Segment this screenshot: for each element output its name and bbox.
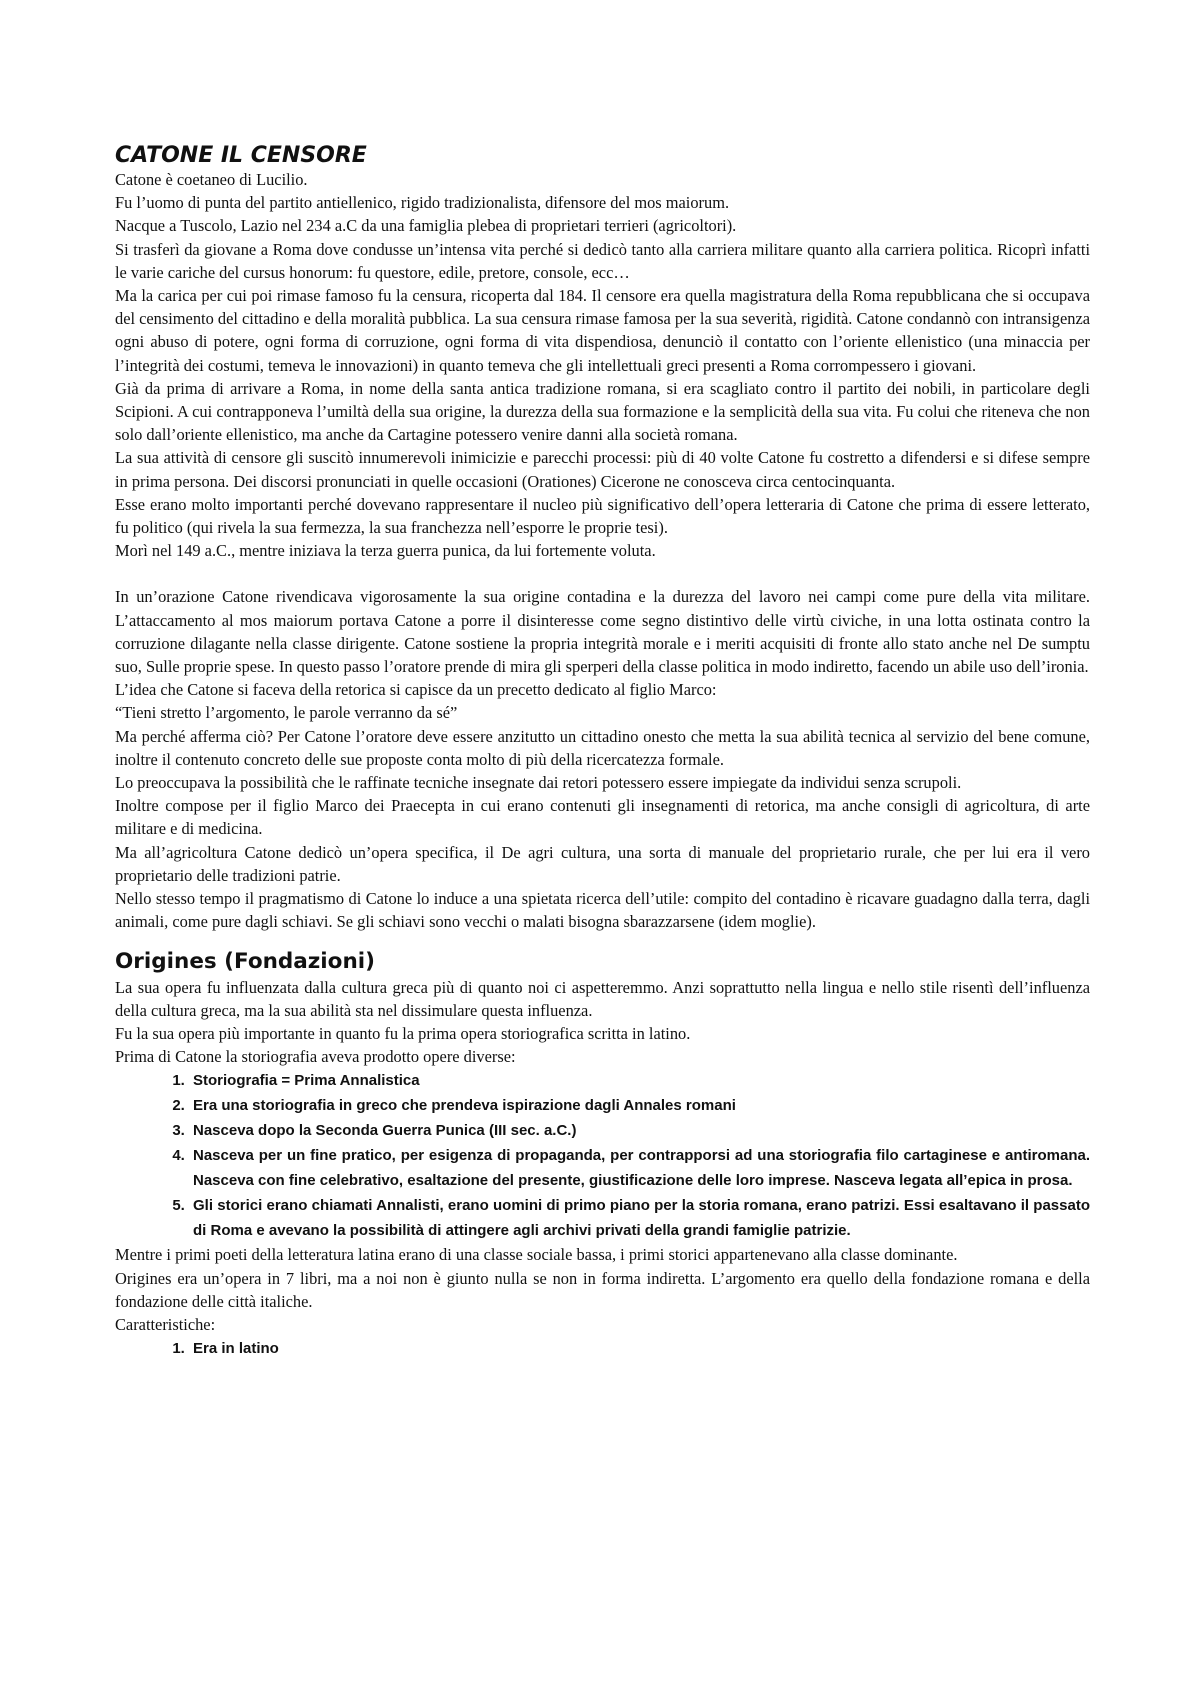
paragraph: Morì nel 149 a.C., mentre iniziava la terza guerra punica, da lui fortemente voluta. <box>115 541 656 561</box>
quote: “Tieni stretto l’argomento, le parole verranno da sé” <box>115 703 458 723</box>
paragraph: Catone è coetaneo di Lucilio. <box>115 170 308 189</box>
paragraph: Origines era un’opera in 7 libri, ma a noi non è giunto nulla se non in forma indiretta. L’argomento era quello della fondazione romana e della fondazione delle città italiche. <box>115 1268 1090 1311</box>
list-item: 1. Storiografia = Prima Annalistica <box>189 1068 1090 1093</box>
list-item: 5. Gli storici erano chiamati Annalisti, erano uomini di primo piano per la storia romana, erano patrizi. Essi esaltavano il passato di Roma e avevano la possibilità di attingere agli archivi privati della grandi famiglie patrizie. <box>189 1193 1090 1243</box>
paragraph: Già da prima di arrivare a Roma, in nome della santa antica tradizione romana, si era scagliato contro il partito dei nobili, in particolare degli Scipioni. A cui contrapponeva l’umiltà della sua origine, la durezza della sua formazione e la semplicità della sua vita. Fu colui che riteneva che non solo dall’oriente ellenistico, ma anche da Cartagine potessero venire danni alla società romana. <box>115 378 1090 445</box>
paragraph: La sua attività di censore gli suscitò innumerevoli inimicizie e parecchi processi: più di 40 volte Catone fu costretto a difendersi e si difese sempre in prima persona. Dei discorsi pronunciati in quelle occasioni (Orationes) Cicerone ne conosceva circa centocinquanta. <box>115 448 1090 491</box>
paragraph: Esse erano molto importanti perché dovevano rappresentare il nucleo più significativo dell’opera letteraria di Catone che prima di essere letterato, fu politico (qui rivela la sua fermezza, la sua franchezza nell’esporre le proprie tesi). <box>115 494 1090 538</box>
paragraph: Ma all’agricoltura Catone dedicò un’opera specifica, il De agri cultura, una sorta di manuale del proprietario rurale, che per lui era il vero proprietario delle tradizioni patrie. <box>115 842 1090 885</box>
list-item: 1. Era in latino <box>189 1336 1090 1361</box>
list-item: 2. Era una storiografia in greco che prendeva ispirazione dagli Annales romani <box>189 1093 1090 1118</box>
list-item: 3. Nasceva dopo la Seconda Guerra Punica (III sec. a.C.) <box>189 1118 1090 1143</box>
paragraph: Lo preoccupava la possibilità che le raffinate tecniche insegnate dai retori potessero essere impiegate da individui senza scrupoli. <box>115 773 962 793</box>
paragraph: La sua opera fu influenzata dalla cultura greca più di quanto noi ci aspetteremmo. Anzi soprattutto nella lingua e nello stile risentì dell’influenza della cultura greca, ma la sua abilità sta nel dissimulare questa influenza. <box>115 977 1090 1020</box>
paragraph: Prima di Catone la storiografia aveva prodotto opere diverse: <box>115 1047 516 1067</box>
list-item: 4. Nasceva per un fine pratico, per esigenza di propaganda, per contrapporsi ad una storiografia filo cartaginese e antiromana. Nasceva con fine celebrativo, esaltazione del presente, giustificazione delle loro imprese. Nasceva legata all’epica in prosa. <box>189 1143 1090 1193</box>
paragraph: Caratteristiche: <box>115 1314 216 1334</box>
features-list <box>115 1336 1090 1361</box>
paragraph: L’idea che Catone si faceva della retorica si capisce da un precetto dedicato al figlio Marco: <box>115 680 717 700</box>
document-page <box>115 142 1090 1361</box>
paragraph: Si trasferì da giovane a Roma dove condusse un’intensa vita perché si dedicò tanto alla carriera militare quanto alla carriera politica. Ricoprì infatti le varie cariche del cursus honorum: fu questore, edile, pretore, console, ecc… <box>115 239 1090 282</box>
blank-line <box>115 562 1090 585</box>
paragraph: Mentre i primi poeti della letteratura latina erano di una classe sociale bassa, i primi storici appartenevano alla classe dominante. <box>115 1245 958 1265</box>
historiography-list <box>115 1068 1090 1243</box>
paragraph: Inoltre compose per il figlio Marco dei Praecepta in cui erano contenuti gli insegnamenti di retorica, ma anche consigli di agricoltura, di arte militare e di medicina. <box>115 796 1090 839</box>
paragraph: In un’orazione Catone rivendicava vigorosamente la sua origine contadina e la durezza del lavoro nei campi come pure della vita militare. L’attaccamento al mos maiorum portava Catone a porre il disinteresse come segno distintivo delle virtù civiche, in una lotta ostinata contro la corruzione dilagante nella classe dirigente. Catone sostiene la propria integrità morale e i meriti acquisiti di fronte allo stato anche nel De sumptu suo, Sulle proprie spese. In questo passo l’oratore prende di mira gli sperperi della classe politica in modo indiretto, facendo un abile uso dell’ironia. <box>115 587 1090 677</box>
paragraph: Fu l’uomo di punta del partito antiellenico, rigido tradizionalista, difensore del mos maiorum. <box>115 193 730 213</box>
paragraph: Ma perché afferma ciò? Per Catone l’oratore deve essere anzitutto un cittadino onesto che metta la sua abilità tecnica al servizio del bene comune, inoltre il contenuto concreto delle sue proposte conta molto di più della ricercatezza formale. <box>115 726 1090 769</box>
paragraph: Nacque a Tuscolo, Lazio nel 234 a.C da una famiglia plebea di proprietari terrieri (agricoltori). <box>115 216 737 236</box>
document-title: CATONE IL CENSORE <box>115 143 367 168</box>
section-heading: Origines (Fondazioni) <box>115 948 375 974</box>
paragraph: Ma la carica per cui poi rimase famoso fu la censura, ricoperta dal 184. Il censore era quella magistratura della Roma repubblicana che si occupava del censimento del cittadino e della moralità pubblica. La sua censura rimase famosa per la sua severità, rigidità. Catone condannò con intransigenza ogni abuso di potere, ogni forma di corruzione, ogni forma di vita dispendiosa, denunciò il contatto con l’oriente ellenistico (una minaccia per l’integrità dei costumi, temeva le innovazioni) in quanto temeva che gli intellettuali greci presenti a Roma corrompessero i giovani. <box>115 286 1090 375</box>
paragraph: Fu la sua opera più importante in quanto fu la prima opera storiografica scritta in latino. <box>115 1023 691 1043</box>
paragraph: Nello stesso tempo il pragmatismo di Catone lo induce a una spietata ricerca dell’utile: compito del contadino è ricavare guadagno dalla terra, dagli animali, come pure dagli schiavi. Se gli schiavi sono vecchi o malati bisogna sbarazzarsene (idem moglie). <box>115 889 1090 932</box>
